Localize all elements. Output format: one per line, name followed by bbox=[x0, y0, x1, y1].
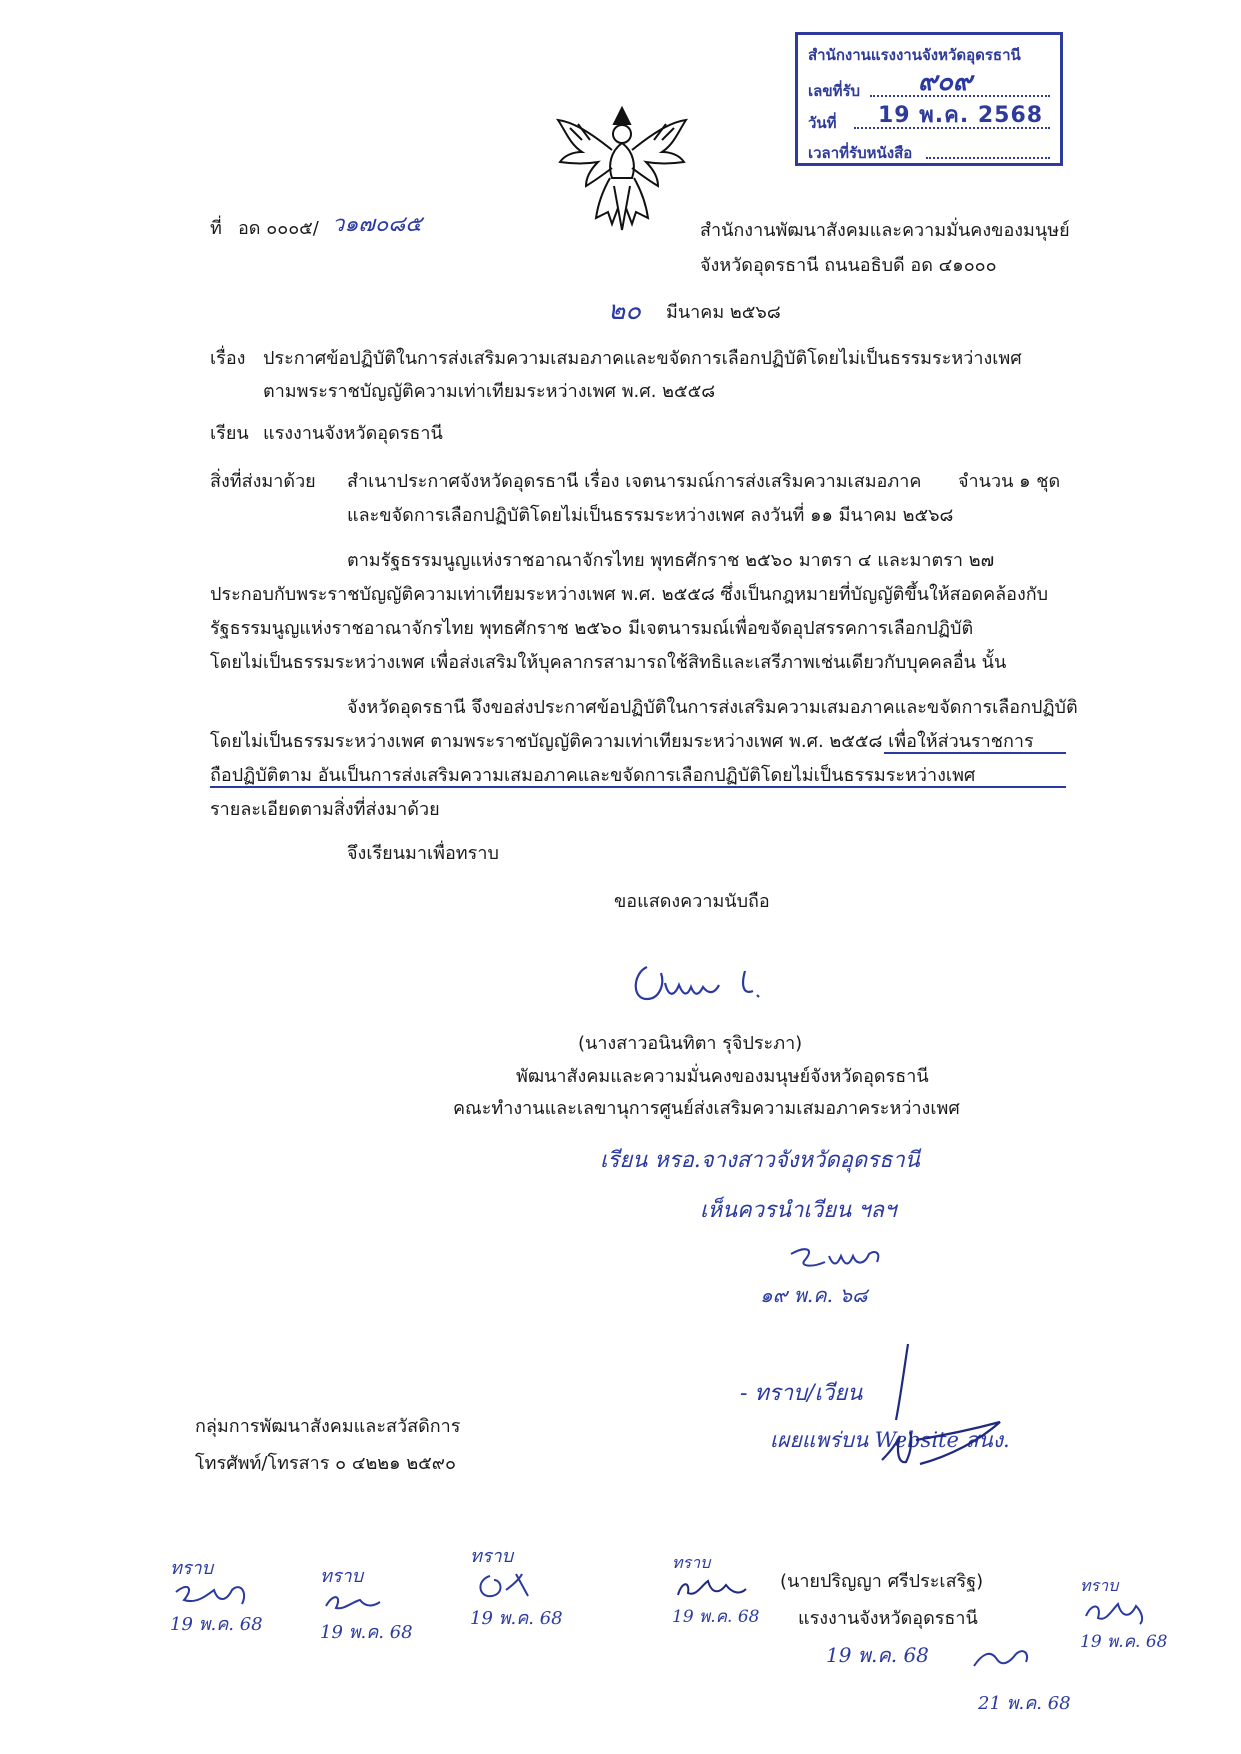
ack-initials bbox=[672, 1571, 752, 1605]
signatory-name: (นางสาวอนินทิตา รุจิประภา) bbox=[578, 1033, 803, 1054]
enclosure-line-1: สำเนาประกาศจังหวัดอุดรธานี เรื่อง เจตนารมณ์การส่งเสริมความเสมอภาค bbox=[347, 471, 922, 492]
stamp-date-label: วันที่ bbox=[808, 114, 837, 132]
to-value: แรงงานจังหวัดอุดรธานี bbox=[263, 423, 443, 444]
ack-initials bbox=[320, 1586, 390, 1620]
note2-line-2: เผยแพร่บน Website สนง. bbox=[770, 1428, 1010, 1452]
garuda-emblem-icon bbox=[552, 100, 692, 235]
ink-underline bbox=[210, 786, 1066, 788]
sender-line-2: จังหวัดอุดรธานี ถนนอธิบดี อด ๔๑๐๐๐ bbox=[700, 255, 997, 276]
ack-4 bbox=[672, 1555, 759, 1626]
ack-2 bbox=[320, 1568, 413, 1642]
signature-approver bbox=[860, 1340, 1010, 1500]
ack-date: 19 พ.ค. 68 bbox=[170, 1614, 263, 1635]
note1-line-1: เรียน หรอ.จางสาวจังหวัดอุดรธานี bbox=[600, 1148, 920, 1173]
body-para2-line-1: จังหวัดอุดรธานี จึงขอส่งประกาศข้อปฏิบัติในการส่งเสริมความเสมอภาคและขจัดการเลือกปฏิบัติ bbox=[347, 697, 1078, 718]
signatory-title-2: คณะทำงานและเลขานุการศูนย์ส่งเสริมความเสมอภาคระหว่างเพศ bbox=[453, 1098, 960, 1119]
ink-underline bbox=[884, 752, 1066, 754]
sender-line-1: สำนักงานพัฒนาสังคมและความมั่นคงของมนุษย์ bbox=[700, 220, 1070, 241]
ack-label: ทราบ bbox=[170, 1558, 214, 1579]
ack-1 bbox=[170, 1560, 263, 1634]
body-para2-line-2: โดยไม่เป็นธรรมระหว่างเพศ ตามพระราชบัญญัติความเท่าเทียมระหว่างเพศ พ.ศ. ๒๕๕๘ เพื่อให้ส่วนราชการ bbox=[210, 731, 1034, 752]
ack-date: 19 พ.ค. 68 bbox=[1080, 1632, 1168, 1652]
ack-label: ทราบ bbox=[672, 1553, 711, 1572]
body-para1-line-4: โดยไม่เป็นธรรมระหว่างเพศ เพื่อส่งเสริมให้บุคลากรสามารถใช้สิทธิและเสรีภาพเช่นเดียวกับบุคคลอื่น นั้น bbox=[210, 652, 1007, 673]
date-day: ๒๐ bbox=[608, 296, 642, 326]
ref-number: ว๑๗๐๘๕ bbox=[332, 212, 422, 237]
subject-label: เรื่อง bbox=[210, 348, 246, 369]
closing-request: จึงเรียนมาเพื่อทราบ bbox=[347, 843, 499, 864]
body-para2-line-3: ถือปฏิบัติตาม อันเป็นการส่งเสริมความเสมอภาคและขจัดการเลือกปฏิบัติโดยไม่เป็นธรรมระหว่างเพศ bbox=[210, 765, 976, 786]
note1-line-2: เห็นควรนำเวียน ฯลฯ bbox=[700, 1198, 897, 1223]
initials-note3 bbox=[968, 1640, 1038, 1680]
to-label: เรียน bbox=[210, 423, 249, 444]
ack-initials bbox=[170, 1578, 260, 1612]
enclosure-line-2: และขจัดการเลือกปฏิบัติโดยไม่เป็นธรรมระหว่างเพศ ลงวันที่ ๑๑ มีนาคม ๒๕๖๘ bbox=[347, 505, 954, 526]
stamp-office: สำนักงานแรงงานจังหวัดอุดรธานี bbox=[808, 46, 1021, 64]
ack-label: ทราบ bbox=[470, 1546, 514, 1567]
ack-initials bbox=[1080, 1594, 1150, 1630]
note2-line-1: - ทราบ/เวียน bbox=[740, 1381, 863, 1406]
ack-label: ทราบ bbox=[1080, 1576, 1119, 1595]
ack-date: 19 พ.ค. 68 bbox=[470, 1608, 563, 1629]
stamp-receipt-label: เลขที่รับ bbox=[808, 82, 861, 100]
note3-date: 21 พ.ค. 68 bbox=[978, 1693, 1071, 1714]
ack-5 bbox=[1080, 1578, 1167, 1651]
enclosure-quantity: จำนวน ๑ ชุด bbox=[958, 471, 1061, 492]
footer-division: กลุ่มการพัฒนาสังคมและสวัสดิการ bbox=[195, 1416, 461, 1437]
enclosure-label: สิ่งที่ส่งมาด้วย bbox=[210, 471, 316, 492]
ack-label: ทราบ bbox=[320, 1566, 364, 1587]
ref-label: ที่ bbox=[210, 218, 222, 239]
initials-note1 bbox=[785, 1240, 895, 1280]
body-para1-line-1: ตามรัฐธรรมนูญแห่งราชอาณาจักรไทย พุทธศักราช ๒๕๖๐ มาตรา ๔ และมาตรา ๒๗ bbox=[347, 550, 995, 571]
stamp-receipt-number: ๙๐๙ bbox=[918, 67, 972, 97]
ref-prefix: อด ๐๐๐๕/ bbox=[238, 218, 319, 239]
footer-phone: โทรศัพท์/โทรสาร ๐ ๔๒๒๑ ๒๕๙๐ bbox=[195, 1453, 456, 1474]
ack-initials bbox=[470, 1566, 540, 1606]
approver-date: 19 พ.ค. 68 bbox=[826, 1643, 929, 1667]
approver-name: (นายปริญญา ศรีประเสริฐ) bbox=[780, 1571, 984, 1592]
subject-line-1: ประกาศข้อปฏิบัติในการส่งเสริมความเสมอภาคและขจัดการเลือกปฏิบัติโดยไม่เป็นธรรมระหว่างเพศ bbox=[263, 348, 1022, 369]
regards: ขอแสดงความนับถือ bbox=[614, 891, 770, 912]
signatory-title-1: พัฒนาสังคมและความมั่นคงของมนุษย์จังหวัดอุดรธานี bbox=[516, 1066, 929, 1087]
stamp-date-value: 19 พ.ค. 2568 bbox=[878, 103, 1044, 128]
stamp-time-label: เวลาที่รับหนังสือ bbox=[808, 144, 913, 162]
ack-3 bbox=[470, 1548, 563, 1628]
approver-title: แรงงานจังหวัดอุดรธานี bbox=[798, 1608, 978, 1629]
note1-date: ๑๙ พ.ค. ๖๘ bbox=[760, 1283, 868, 1307]
subject-line-2: ตามพระราชบัญญัติความเท่าเทียมระหว่างเพศ พ.ศ. ๒๕๕๘ bbox=[263, 381, 716, 402]
ack-date: 19 พ.ค. 68 bbox=[320, 1622, 413, 1643]
ack-date: 19 พ.ค. 68 bbox=[672, 1607, 760, 1627]
body-para1-line-3: รัฐธรรมนูญแห่งราชอาณาจักรไทย พุทธศักราช ๒๕๖๐ มีเจตนารมณ์เพื่อขจัดอุปสรรคการเลือกปฏิบัติ bbox=[210, 618, 974, 639]
body-para1-line-2: ประกอบกับพระราชบัญญัติความเท่าเทียมระหว่างเพศ พ.ศ. ๒๕๕๘ ซึ่งเป็นกฎหมายที่บัญญัติขึ้นให้สอดคล้องกับ bbox=[210, 584, 1049, 605]
body-para2-line-4: รายละเอียดตามสิ่งที่ส่งมาด้วย bbox=[210, 799, 440, 820]
receipt-stamp bbox=[795, 32, 1063, 166]
signature-anintita bbox=[625, 955, 785, 1015]
date-rest: มีนาคม ๒๕๖๘ bbox=[666, 302, 781, 323]
